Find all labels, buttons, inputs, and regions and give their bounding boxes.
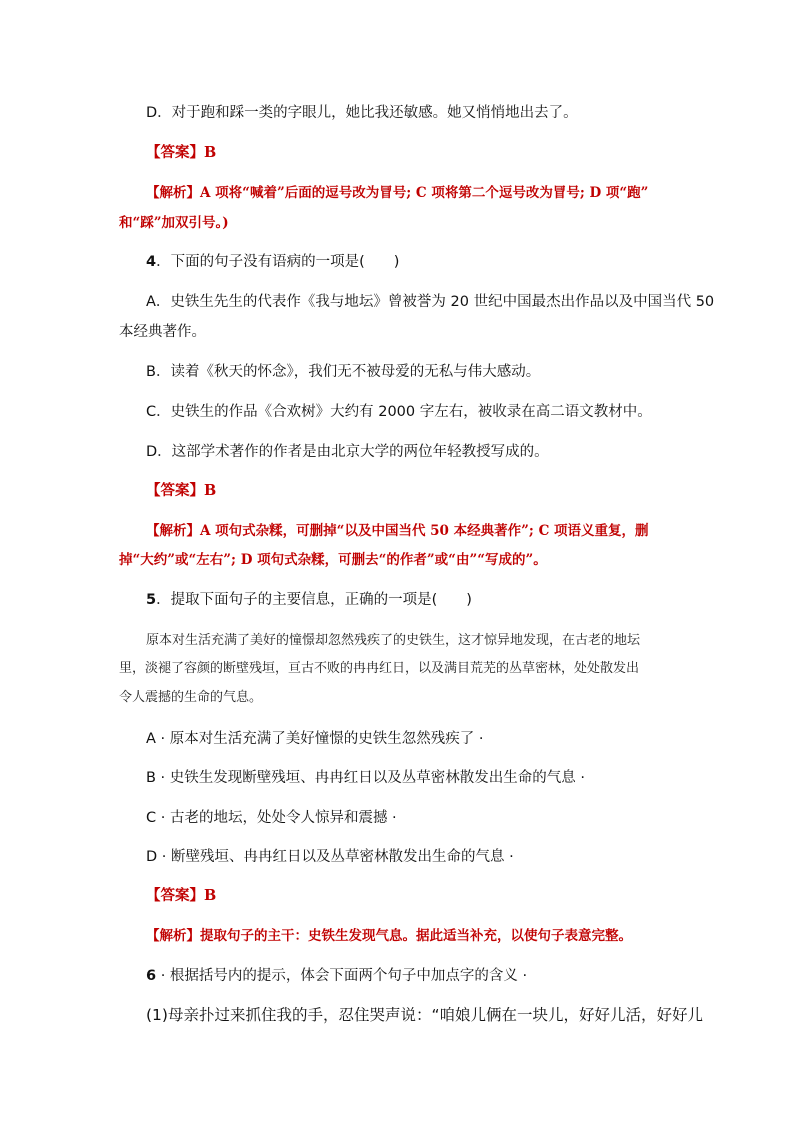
q4-explanation-line2: 掉“大约”或“左右”; D 项句式杂糅，可删去“的作者”或“由”“写成的”。: [119, 552, 547, 568]
q5-option-d: D · 断壁残垣、冉冉红日以及丛草密林散发出生命的气息 ·: [146, 849, 514, 865]
q4-option-c: C．史铁生的作品《合欢树》大约有 2000 字左右，被收录在高二语文教材中。: [146, 404, 652, 420]
q4-stem-text: ．下面的句子没有语病的一项是( ): [156, 254, 400, 270]
q5-explanation: 【解析】提取句子的主干：史铁生发现气息。据此适当补充，以使句子表意完整。: [146, 928, 632, 944]
q3-answer: 【答案】B: [146, 144, 217, 161]
q5-stem-text: ．提取下面句子的主要信息，正确的一项是( ): [156, 592, 472, 608]
q5-option-a: A · 原本对生活充满了美好憧憬的史铁生忽然残疾了 ·: [146, 731, 484, 747]
q5-answer: 【答案】B: [146, 887, 217, 904]
q4-option-a-line1: A．史铁生先生的代表作《我与地坛》曾被誉为 20 世纪中国最杰出作品以及中国当代 50: [146, 294, 715, 310]
q6-stem: [146, 966, 527, 986]
q5-passage-line2: 里，淡褪了容颜的断壁残垣，亘古不败的冉冉红日，以及满目荒芜的丛草密林，处处散发出: [119, 661, 640, 676]
q4-option-d: D．这部学术著作的作者是由北京大学的两位年轻教授写成的。: [146, 444, 549, 460]
q5-option-b: B · 史铁生发现断壁残垣、冉冉红日以及丛草密林散发出生命的气息 ·: [146, 770, 585, 786]
q3-option-d: D．对于跑和踩一类的字眼儿，她比我还敏感。她又悄悄地出去了。: [146, 105, 578, 121]
q3-explanation-line2: 和“踩”加双引号。): [119, 215, 229, 231]
q6-stem-text: · 根据括号内的提示，体会下面两个句子中加点字的含义 ·: [156, 968, 528, 984]
q5-stem: [146, 590, 472, 610]
q6-item1: (1)母亲扑过来抓住我的手，忍住哭声说：“咱娘儿俩在一块儿，好好儿活，好好儿: [146, 1006, 703, 1024]
q4-answer: 【答案】B: [146, 482, 217, 499]
q5-number: 5: [146, 592, 157, 608]
q4-option-b: B．读着《秋天的怀念》，我们无不被母爱的无私与伟大感动。: [146, 364, 541, 380]
q5-passage-line1: 原本对生活充满了美好的憧憬却忽然残疾了的史铁生，这才惊异地发现，在古老的地坛: [146, 633, 641, 648]
q5-passage-line3: 令人震撼的生命的气息。: [119, 690, 263, 705]
q3-explanation-line1: 【解析】A 项将“喊着”后面的逗号改为冒号; C 项将第二个逗号改为冒号; D 项“跑”: [146, 185, 649, 201]
q4-explanation-line1: 【解析】A 项句式杂糅，可删掉“以及中国当代 50 本经典著作”; C 项语义重复，删: [146, 523, 649, 539]
q4-option-a-line2: 本经典著作。: [119, 324, 206, 340]
q4-stem: [146, 252, 399, 272]
q4-number: 4: [146, 254, 157, 270]
q5-option-c: C · 古老的地坛，处处令人惊异和震撼 ·: [146, 810, 397, 826]
q6-number: 6: [146, 968, 157, 984]
